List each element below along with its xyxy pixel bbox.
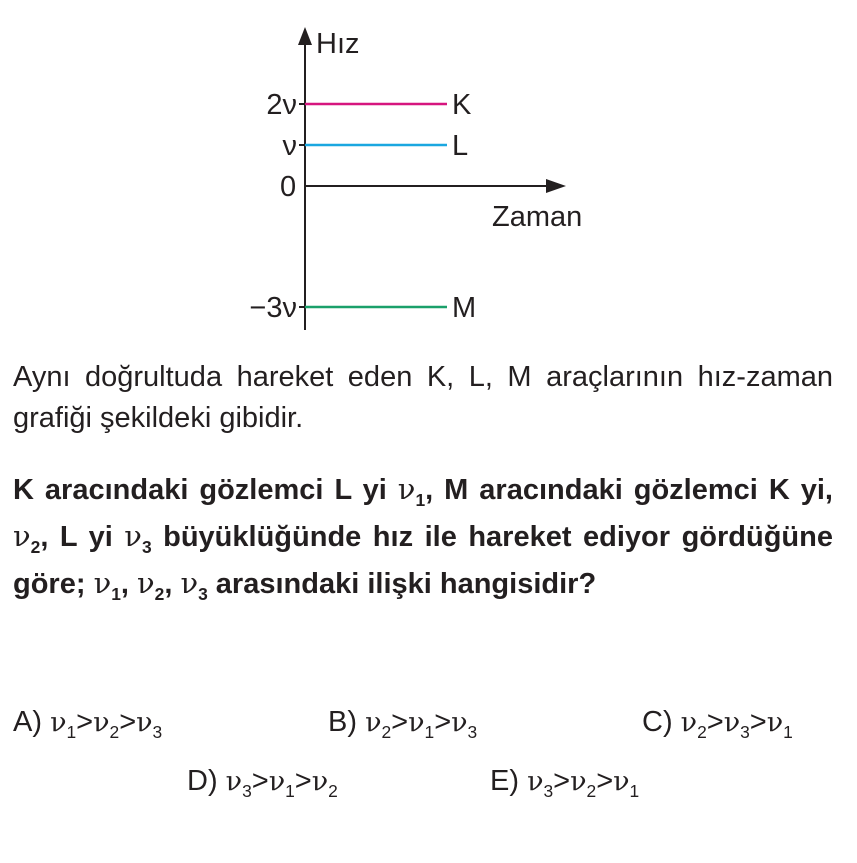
subscript: 2	[586, 781, 597, 801]
comma: ,	[164, 568, 181, 600]
subscript: 3	[740, 722, 750, 742]
question-part: K aracındaki gözlemci L yi	[13, 474, 398, 506]
question-part: büyüklüğünde hız ile hareket ediyor gördüğüne göre;	[13, 521, 833, 600]
option-c[interactable]	[642, 706, 793, 742]
question-part: arasındaki ilişki hangisidir?	[207, 568, 597, 600]
nu-symbol: ν	[311, 766, 329, 797]
subscript: 1	[415, 490, 426, 510]
option-letter: A)	[13, 706, 51, 738]
nu-symbol: ν	[93, 566, 112, 600]
subscript: 3	[198, 584, 208, 604]
subscript: 3	[242, 781, 252, 801]
nu-symbol: ν	[680, 707, 698, 738]
nu-symbol: ν	[766, 707, 784, 738]
option-d[interactable]	[187, 765, 338, 801]
question-part: , M aracındaki gözlemci K yi,	[425, 474, 833, 506]
y-axis-arrow	[298, 27, 312, 45]
nu-symbol: ν	[408, 707, 425, 738]
intro-text: Aynı doğrultuda hareket eden K, L, M araçlarının hız-zaman grafiği şekildeki gibidir.	[13, 361, 833, 434]
question-part: , L yi	[40, 521, 125, 553]
velocity-label-l: ν	[282, 130, 297, 162]
option-b[interactable]	[328, 706, 478, 742]
subscript: 2	[697, 722, 707, 742]
velocity-label-m: −3ν	[249, 292, 297, 324]
y-axis-label: Hız	[316, 28, 360, 60]
greater-than: >	[294, 765, 312, 797]
subscript: 2	[154, 584, 165, 604]
line-name-k: K	[452, 89, 472, 121]
x-axis-label: Zaman	[492, 201, 583, 233]
nu-symbol: ν	[527, 766, 544, 797]
nu-symbol: ν	[570, 766, 587, 797]
subscript: 3	[152, 722, 163, 742]
line-name-m: M	[452, 292, 477, 324]
subscript: 2	[30, 537, 41, 557]
nu-symbol: ν	[268, 766, 286, 797]
velocity-label-k: 2ν	[266, 89, 297, 121]
option-a[interactable]	[13, 706, 163, 742]
nu-symbol: ν	[180, 566, 199, 600]
greater-than: >	[251, 765, 269, 797]
nu-symbol: ν	[13, 519, 31, 553]
nu-symbol: ν	[137, 566, 155, 600]
greater-than: >	[596, 765, 614, 797]
nu-symbol: ν	[451, 707, 468, 738]
greater-than: >	[76, 706, 94, 738]
subscript: 3	[543, 781, 554, 801]
nu-symbol: ν	[136, 707, 153, 738]
subscript: 3	[467, 722, 478, 742]
option-letter: C)	[642, 706, 681, 738]
nu-symbol: ν	[225, 766, 243, 797]
nu-symbol: ν	[50, 707, 67, 738]
greater-than: >	[391, 706, 409, 738]
nu-symbol: ν	[124, 519, 142, 553]
subscript: 3	[141, 537, 152, 557]
subscript: 2	[109, 722, 120, 742]
subscript: 1	[629, 781, 640, 801]
question-text	[13, 466, 833, 607]
option-letter: E)	[490, 765, 528, 797]
subscript: 1	[783, 722, 793, 742]
nu-symbol: ν	[365, 707, 382, 738]
origin-label: 0	[280, 171, 297, 203]
x-axis-arrow	[546, 179, 566, 193]
subscript: 2	[381, 722, 392, 742]
subscript: 1	[66, 722, 77, 742]
option-letter: D)	[187, 765, 226, 797]
velocity-time-graph	[0, 0, 857, 340]
greater-than: >	[553, 765, 571, 797]
subscript: 1	[111, 584, 121, 604]
comma: ,	[120, 568, 137, 600]
greater-than: >	[749, 706, 767, 738]
nu-symbol: ν	[397, 472, 416, 506]
option-letter: B)	[328, 706, 366, 738]
option-e[interactable]	[490, 765, 640, 801]
subscript: 1	[424, 722, 435, 742]
subscript: 1	[285, 781, 295, 801]
nu-symbol: ν	[93, 707, 110, 738]
line-name-l: L	[452, 130, 469, 162]
greater-than: >	[434, 706, 452, 738]
greater-than: >	[706, 706, 724, 738]
nu-symbol: ν	[613, 766, 630, 797]
nu-symbol: ν	[723, 707, 741, 738]
greater-than: >	[119, 706, 137, 738]
subscript: 2	[328, 781, 338, 801]
